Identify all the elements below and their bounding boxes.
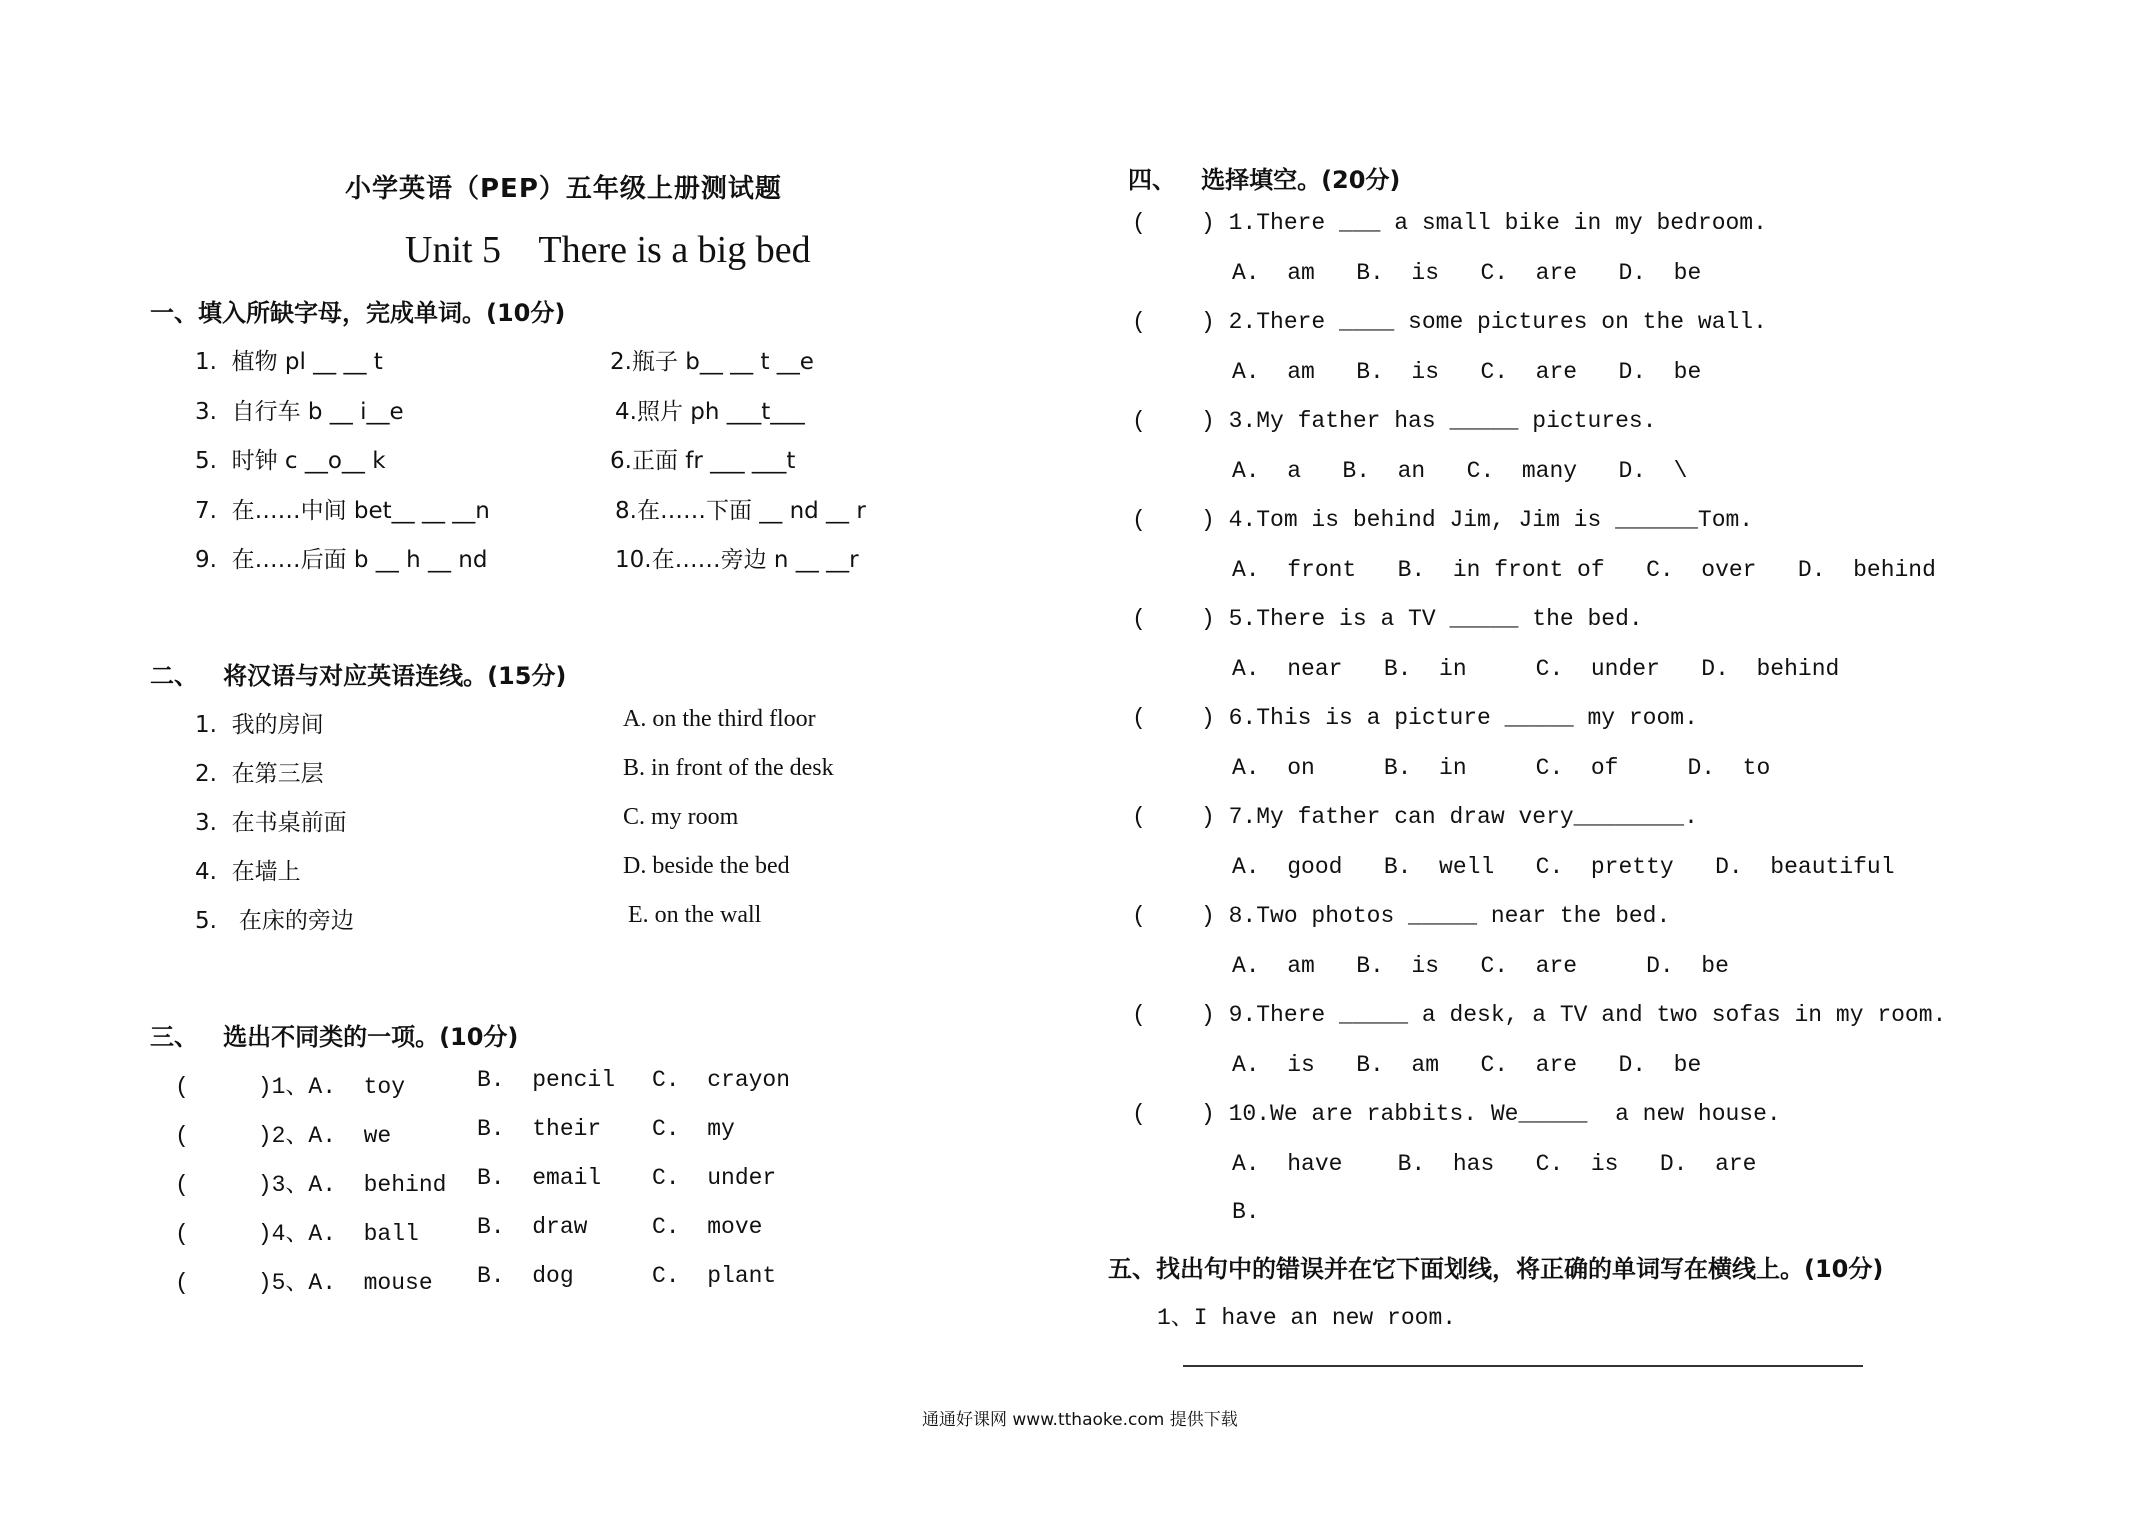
match-right-item: B. in front of the desk (623, 755, 834, 781)
mc-options: A. am B. is C. are D. be (1232, 953, 1729, 979)
page-title: 小学英语（PEP）五年级上册测试题 (345, 174, 782, 204)
fill-item: 7. 在……中间 bet__ __ __n (195, 498, 490, 524)
answer-line (1183, 1365, 1863, 1367)
odd-row-a: ( )3、A. behind (175, 1172, 447, 1198)
match-left-item: 5. 在床的旁边 (195, 908, 354, 934)
fill-item: 10.在……旁边 n __ __r (615, 547, 859, 573)
section-4-heading: 四、 选择填空。(20分) (1128, 166, 1401, 194)
mc-options: A. on B. in C. of D. to (1232, 755, 1771, 781)
fill-item: 1. 植物 pl __ __ t (195, 349, 383, 375)
unit-title: Unit 5 There is a big bed (405, 229, 811, 271)
mc-question: ( ) 4.Tom is behind Jim, Jim is ______Tom. (1132, 507, 1754, 533)
mc-question: ( ) 8.Two photos _____ near the bed. (1132, 903, 1671, 929)
odd-row-b: B. email (477, 1165, 602, 1191)
mc-options: A. near B. in C. under D. behind (1232, 656, 1840, 682)
mc-options: A. is B. am C. are D. be (1232, 1052, 1702, 1078)
match-right-item: A. on the third floor (623, 706, 816, 732)
odd-row-c: C. crayon (652, 1067, 791, 1093)
mc-question: ( ) 1.There ___ a small bike in my bedroom. (1132, 210, 1767, 236)
section-2-heading: 二、 将汉语与对应英语连线。(15分) (150, 662, 567, 690)
odd-row-a: ( )2、A. we (175, 1123, 392, 1149)
fill-item: 4.照片 ph ___t___ (615, 399, 805, 425)
section-1-heading: 一、填入所缺字母，完成单词。(10分) (150, 299, 566, 327)
mc-question: ( ) 2.There ____ some pictures on the wall. (1132, 309, 1767, 335)
odd-row-c: C. move (652, 1214, 763, 1240)
match-left-item: 1. 我的房间 (195, 712, 324, 738)
odd-row-b: B. dog (477, 1263, 574, 1289)
mc-options: A. a B. an C. many D. \ (1232, 458, 1688, 484)
mc-options: A. good B. well C. pretty D. beautiful (1232, 854, 1895, 880)
fill-item: 2.瓶子 b__ __ t __e (610, 349, 814, 375)
mc-question: ( ) 5.There is a TV _____ the bed. (1132, 606, 1643, 632)
match-right-item: D. beside the bed (623, 853, 790, 879)
mc-options: A. front B. in front of C. over D. behind (1232, 557, 1936, 583)
match-left-item: 4. 在墙上 (195, 859, 301, 885)
odd-row-b: B. pencil (477, 1067, 616, 1093)
fill-item: 5. 时钟 c __o__ k (195, 448, 386, 474)
odd-row-c: C. plant (652, 1263, 777, 1289)
odd-row-a: ( )4、A. ball (175, 1221, 419, 1247)
odd-row-a: ( )5、A. mouse (175, 1270, 433, 1296)
odd-row-c: C. my (652, 1116, 735, 1142)
page-footer: 通通好课网 www.tthaoke.com 提供下载 (922, 1410, 1238, 1430)
mc-question: ( ) 6.This is a picture _____ my room. (1132, 705, 1698, 731)
fill-item: 9. 在……后面 b __ h __ nd (195, 547, 488, 573)
match-right-item: E. on the wall (628, 902, 762, 928)
fill-item: 6.正面 fr ___ ___t (610, 448, 796, 474)
match-left-item: 2. 在第三层 (195, 761, 324, 787)
fill-item: 8.在……下面 __ nd __ r (615, 498, 866, 524)
stray-option-label: B. (1232, 1199, 1260, 1225)
match-right-item: C. my room (623, 804, 739, 830)
match-left-item: 3. 在书桌前面 (195, 810, 347, 836)
fill-item: 3. 自行车 b __ i__e (195, 399, 404, 425)
odd-row-b: B. their (477, 1116, 602, 1142)
mc-options: A. have B. has C. is D. are (1232, 1151, 1757, 1177)
odd-row-c: C. under (652, 1165, 777, 1191)
error-item: 1、I have an new room. (1157, 1305, 1457, 1331)
mc-question: ( ) 7.My father can draw very________. (1132, 804, 1698, 830)
mc-question: ( ) 10.We are rabbits. We_____ a new house. (1132, 1101, 1781, 1127)
mc-options: A. am B. is C. are D. be (1232, 359, 1702, 385)
mc-question: ( ) 9.There _____ a desk, a TV and two sofas in my room. (1132, 1002, 1947, 1028)
section-5-heading: 五、找出句中的错误并在它下面划线，将正确的单词写在横线上。(10分) (1108, 1255, 1884, 1283)
odd-row-a: ( )1、A. toy (175, 1074, 406, 1100)
mc-options: A. am B. is C. are D. be (1232, 260, 1702, 286)
mc-question: ( ) 3.My father has _____ pictures. (1132, 408, 1657, 434)
section-3-heading: 三、 选出不同类的一项。(10分) (150, 1023, 519, 1051)
odd-row-b: B. draw (477, 1214, 588, 1240)
